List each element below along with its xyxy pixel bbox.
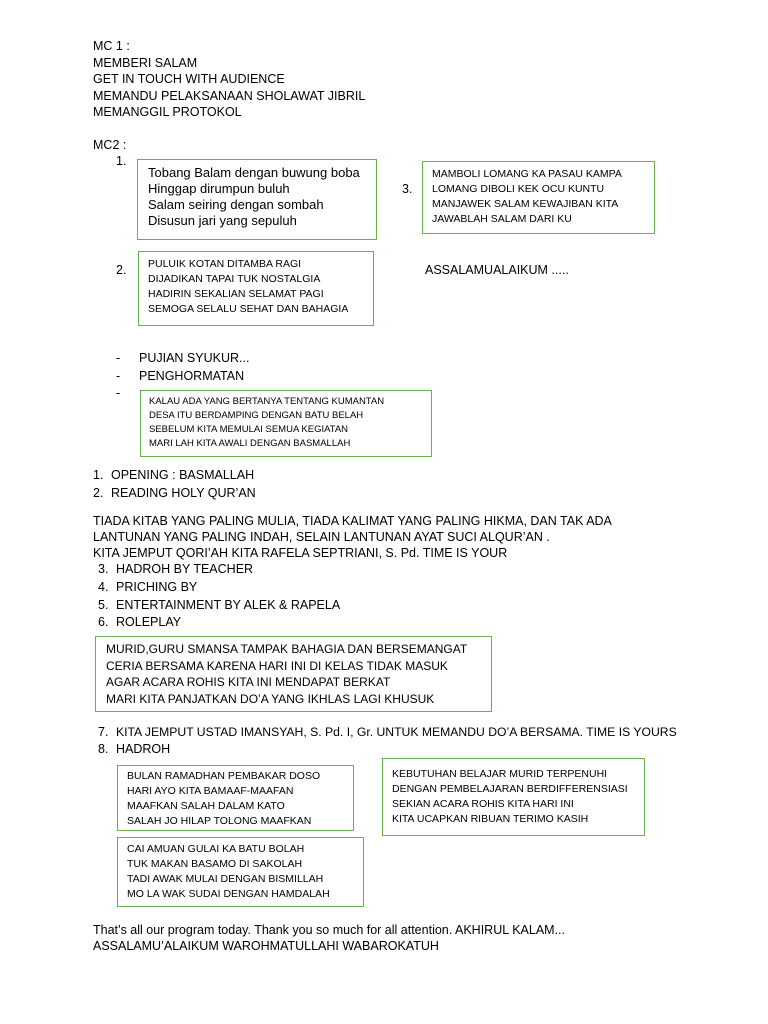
list-number: 2. — [93, 486, 104, 500]
list-number: 6. — [98, 615, 109, 629]
pantun-line: MANJAWEK SALAM KEWAJIBAN KITA — [432, 198, 619, 210]
mc1-item: GET IN TOUCH WITH AUDIENCE — [93, 72, 285, 86]
bullet-item: PENGHORMATAN — [139, 369, 245, 383]
bullet-dash: - — [116, 386, 121, 400]
list-number: 3. — [402, 182, 413, 196]
mc1-item: MEMANDU PELAKSANAAN SHOLAWAT JIBRIL — [93, 89, 366, 103]
pantun-line: DIJADIKAN TAPAI TUK NOSTALGIA — [148, 273, 321, 285]
bullet-dash: - — [116, 351, 121, 365]
pantun-line: KEBUTUHAN BELAJAR MURID TERPENUHI — [392, 768, 608, 780]
bullet-item: PUJIAN SYUKUR... — [139, 351, 250, 365]
pantun-box-3 — [422, 161, 655, 234]
pantun-line: SEBELUM KITA MEMULAI SEMUA KEGIATAN — [149, 424, 349, 435]
pantun-line: MO LA WAK SUDAI DENGAN HAMDALAH — [127, 888, 330, 900]
pantun-line: TADI AWAK MULAI DENGAN BISMILLAH — [127, 873, 324, 885]
list-number: 5. — [98, 598, 109, 612]
pantun-line: KITA UCAPKAN RIBUAN TERIMO KASIH — [392, 813, 589, 825]
pantun-line: SALAH JO HILAP TOLONG MAAFKAN — [127, 815, 312, 827]
program-item: KITA JEMPUT USTAD IMANSYAH, S. Pd. I, Gr. UNTUK MEMANDU DO’A BERSAMA. TIME IS YOURS — [116, 725, 677, 739]
mc1-item: MEMANGGIL PROTOKOL — [93, 105, 242, 119]
bullet-dash: - — [116, 369, 121, 383]
pantun-line: PULUIK KOTAN DITAMBA RAGI — [148, 258, 302, 270]
program-item: OPENING : BASMALLAH — [111, 468, 255, 482]
invite-text: KITA JEMPUT QORI’AH KITA RAFELA SEPTRIANI, S. Pd. TIME IS YOUR — [93, 546, 508, 560]
pantun-line: DESA ITU BERDAMPING DENGAN BATU BELAH — [149, 410, 364, 421]
closing-line: ASSALAMU’ALAIKUM WAROHMATULLAHI WABAROKATUH — [93, 939, 439, 953]
pantun-line: JAWABLAH SALAM DARI KU — [432, 213, 572, 225]
pantun-box-2 — [138, 251, 374, 326]
mc1-item: MEMBERI SALAM — [93, 56, 198, 70]
pantun-box-6 — [382, 758, 645, 836]
roleplay-box — [95, 636, 492, 712]
pantun-line: Tobang Balam dengan buwung boba — [148, 165, 360, 180]
list-number: 7. — [98, 725, 109, 739]
pantun-line: SEKIAN ACARA ROHIS KITA HARI INI — [392, 798, 574, 810]
pantun-line: SEMOGA SELALU SEHAT DAN BAHAGIA — [148, 303, 349, 315]
pantun-line: Hinggap dirumpun buluh — [148, 181, 290, 196]
pantun-box-4 — [140, 390, 432, 457]
mc2-title: MC2 : — [93, 138, 127, 152]
pantun-box-5 — [117, 765, 354, 831]
mc1-title: MC 1 : — [93, 39, 130, 53]
list-number: 3. — [98, 562, 109, 576]
pantun-line: MURID,GURU SMANSA TAMPAK BAHAGIA DAN BERSEMANGAT — [106, 642, 468, 656]
program-item: ROLEPLAY — [116, 615, 182, 629]
list-number: 1. — [116, 154, 127, 168]
pantun-line: MARI LAH KITA AWALI DENGAN BASMALLAH — [149, 438, 351, 449]
pantun-line: DENGAN PEMBELAJARAN BERDIFFERENSIASI — [392, 783, 628, 795]
closing-line: That’s all our program today. Thank you so much for all attention. AKHIRUL KALAM... — [93, 923, 565, 937]
list-number: 4. — [98, 580, 109, 594]
pantun-box-1 — [137, 159, 377, 240]
pantun-line: MAMBOLI LOMANG KA PASAU KAMPA — [432, 168, 622, 180]
program-item: PRICHING BY — [116, 580, 198, 594]
pantun-line: LOMANG DIBOLI KEK OCU KUNTU — [432, 183, 605, 195]
pantun-line: KALAU ADA YANG BERTANYA TENTANG KUMANTAN — [149, 396, 385, 407]
pantun-line: TUK MAKAN BASAMO DI SAKOLAH — [127, 858, 303, 870]
pantun-box-7 — [117, 837, 364, 907]
list-number: 2. — [116, 263, 127, 277]
pantun-line: HARI AYO KITA BAMAAF-MAAFAN — [127, 785, 294, 797]
program-item: HADROH BY TEACHER — [116, 562, 254, 576]
pantun-line: Salam seiring dengan sombah — [148, 197, 324, 212]
program-item: HADROH — [116, 742, 171, 756]
program-item: READING HOLY QUR’AN — [111, 486, 256, 500]
greeting-text: ASSALAMUALAIKUM ..... — [425, 263, 569, 277]
pantun-line: AGAR ACARA ROHIS KITA INI MENDAPAT BERKAT — [106, 675, 391, 689]
pantun-line: Disusun jari yang sepuluh — [148, 213, 297, 228]
list-number: 1. — [93, 468, 104, 482]
list-number: 8. — [98, 742, 109, 756]
pantun-line: HADIRIN SEKALIAN SELAMAT PAGI — [148, 288, 324, 300]
pantun-line: MAAFKAN SALAH DALAM KATO — [127, 800, 285, 812]
pantun-line: CERIA BERSAMA KARENA HARI INI DI KELAS TIDAK MASUK — [106, 658, 448, 673]
pantun-line: MARI KITA PANJATKAN DO’A YANG IKHLAS LAGI KHUSUK — [106, 691, 435, 706]
pantun-line: BULAN RAMADHAN PEMBAKAR DOSO — [127, 770, 321, 782]
pantun-line: CAI AMUAN GULAI KA BATU BOLAH — [127, 843, 305, 855]
quran-paragraph: TIADA KITAB YANG PALING MULIA, TIADA KALIMAT YANG PALING HIKMA, DAN TAK ADA LANTUNAN YANG PALING INDAH, SELAIN LANTUNAN AYAT SUCI ALQUR’AN . — [93, 514, 612, 544]
program-item: ENTERTAINMENT BY ALEK & RAPELA — [116, 598, 341, 612]
